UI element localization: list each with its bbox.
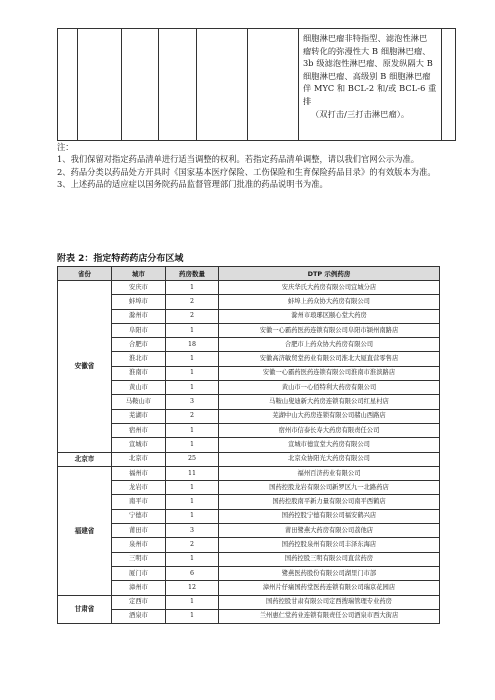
count-cell: 11 [166, 466, 219, 480]
city-cell: 宣城市 [112, 438, 166, 452]
city-cell: 宿州市 [112, 423, 166, 437]
pharmacy-cell: 鹭燕医药股份有限公司湖里门市部 [219, 566, 440, 580]
count-cell: 1 [166, 495, 219, 509]
count-cell: 3 [166, 524, 219, 538]
pharmacy-cell: 国药控股泉州有限公司丰泽东海店 [219, 538, 440, 552]
table-row [58, 395, 440, 409]
table-row [58, 466, 440, 480]
pharmacy-cell: 国药控股三明有限公司直营药房 [219, 552, 440, 566]
table-row [58, 509, 440, 523]
city-cell: 龙岩市 [112, 481, 166, 495]
table-row [58, 524, 440, 538]
count-cell: 1 [166, 381, 219, 395]
header-province: 省份 [58, 267, 112, 281]
count-cell: 3 [166, 395, 219, 409]
count-cell: 2 [166, 409, 219, 423]
city-cell: 芜湖市 [112, 409, 166, 423]
city-cell: 淮北市 [112, 352, 166, 366]
count-cell: 1 [166, 509, 219, 523]
table-row [58, 381, 440, 395]
table-row [58, 409, 440, 423]
table-row [58, 538, 440, 552]
pharmacy-cell: 国药控股龙岩有限公司新罗区九一北路药店 [219, 481, 440, 495]
count-cell: 1 [166, 552, 219, 566]
city-cell: 阜阳市 [112, 323, 166, 337]
pharmacy-cell: 莆田鹭燕大药房有限公司荔他店 [219, 524, 440, 538]
table-cell [159, 29, 197, 141]
indication-cell [299, 29, 442, 141]
indication-line: （双打击/三打击淋巴瘤）。 [311, 108, 410, 119]
count-cell: 2 [166, 295, 219, 309]
pharmacy-distribution-table [57, 266, 440, 624]
city-cell: 南平市 [112, 495, 166, 509]
indication-line: 瘤转化的弥漫性大 B 细胞淋巴瘤、 [303, 45, 431, 56]
indication-line: 细胞淋巴瘤非特指型、滤泡性淋巴 [303, 33, 428, 43]
table-row [58, 495, 440, 509]
table-cell [442, 29, 456, 141]
city-cell: 北京市 [112, 452, 166, 466]
city-cell: 泉州市 [112, 538, 166, 552]
city-cell: 福州市 [112, 466, 166, 480]
pharmacy-cell: 合肥市上药众协大药房有限公司 [219, 338, 440, 352]
province-cell: 甘肃省 [58, 595, 112, 624]
table-cell [248, 29, 299, 141]
province-cell: 北京市 [58, 452, 112, 466]
pharmacy-cell: 福州百济药业有限公司 [219, 466, 440, 480]
table-row [58, 438, 440, 452]
table-row [58, 338, 440, 352]
note-3: 3、上述药品的适应症以国务院药品监督管理部门批准的药品说明书为准。 [57, 179, 328, 190]
count-cell: 12 [166, 581, 219, 595]
table-row [58, 609, 440, 623]
table-row [58, 581, 440, 595]
table-row [58, 366, 440, 380]
table-row [58, 452, 440, 466]
table-cell [78, 29, 122, 141]
count-cell: 6 [166, 566, 219, 580]
city-cell: 淮南市 [112, 366, 166, 380]
city-cell: 定西市 [112, 595, 166, 609]
notes-section [57, 141, 447, 191]
pharmacy-cell: 国药控股甘肃有限公司定西搜瑞管理专业药房 [219, 595, 440, 609]
indication-text [299, 29, 441, 120]
table-row [58, 295, 440, 309]
header-pharmacy: DTP 示例药房 [219, 267, 440, 281]
table-row [58, 423, 440, 437]
count-cell: 25 [166, 452, 219, 466]
pharmacy-cell: 马鞍山叟迪新大药房连锁有限公司红星村店 [219, 395, 440, 409]
table-cell [58, 29, 78, 141]
pharmacy-cell: 安庆华氏大药房有限公司宜城分店 [219, 281, 440, 295]
indication-line: 伴 MYC 和 BCL-2 和/或 BCL-6 重排 [303, 83, 437, 106]
count-cell: 1 [166, 281, 219, 295]
table-row [58, 309, 440, 323]
table-row [58, 323, 440, 337]
pharmacy-cell: 国药控股南平新力量有限公司南平西鹤店 [219, 495, 440, 509]
pharmacy-cell: 北京众协阳光大药房有限公司 [219, 452, 440, 466]
table-row [58, 481, 440, 495]
table-row [58, 552, 440, 566]
pharmacy-cell: 安徽一心霸药医药连锁有限公司阜阳市颍州南路店 [219, 323, 440, 337]
pharmacy-cell: 漳州片仔癀国药堂医药连锁有限公司瑞京花园店 [219, 581, 440, 595]
count-cell: 2 [166, 538, 219, 552]
pharmacy-cell: 宣城市德宣堂大药房有限公司 [219, 438, 440, 452]
city-cell: 莆田市 [112, 524, 166, 538]
count-cell: 1 [166, 481, 219, 495]
pharmacy-cell: 安徽高济敏贸堂药业有限公司淮北大厦直营零售店 [219, 352, 440, 366]
count-cell: 1 [166, 609, 219, 623]
pharmacy-cell: 黄山市一心佰特利大药房有限公司 [219, 381, 440, 395]
count-cell: 1 [166, 366, 219, 380]
indication-line: 3b 级滤泡性淋巴瘤、原发纵隔大 B [303, 58, 433, 69]
table-header-row [58, 267, 440, 281]
note-2: 2、药品分类以药品处方开具时《国家基本医疗保险、工伤保险和生育保险药品目录》的有效版本为准。 [57, 166, 436, 177]
table-cell [122, 29, 159, 141]
city-cell: 合肥市 [112, 338, 166, 352]
city-cell: 马鞍山市 [112, 395, 166, 409]
count-cell: 1 [166, 595, 219, 609]
table-row [58, 352, 440, 366]
pharmacy-cell: 芜湖中山大药房连锁有限公司赭山西路店 [219, 409, 440, 423]
pharmacy-cell: 兰州惠仁堂药业连锁有限责任公司酒泉市西大街店 [219, 609, 440, 623]
indication-line: 细胞淋巴瘤、高级别 B 细胞淋巴瘤 [303, 70, 431, 81]
province-cell: 安徽省 [58, 281, 112, 453]
pharmacy-cell: 宿州市信泰长寿大药房有限责任公司 [219, 423, 440, 437]
city-cell: 蚌埠市 [112, 295, 166, 309]
table-row [58, 595, 440, 609]
city-cell: 安庆市 [112, 281, 166, 295]
city-cell: 厦门市 [112, 566, 166, 580]
note-1: 1、我们保留对指定药品清单进行适当调整的权利。若指定药品清单调整，请以我们官网公示为准。 [57, 154, 420, 165]
pharmacy-cell: 蚌埠上药众协大药房有限公司 [219, 295, 440, 309]
city-cell: 宁德市 [112, 509, 166, 523]
count-cell: 1 [166, 352, 219, 366]
city-cell: 漳州市 [112, 581, 166, 595]
notes-heading: 注： [57, 142, 74, 152]
pharmacy-cell: 国药控股宁德有限公司福安鹤兴店 [219, 509, 440, 523]
header-city: 城市 [112, 267, 166, 281]
city-cell: 黄山市 [112, 381, 166, 395]
header-count: 药房数量 [166, 267, 219, 281]
count-cell: 1 [166, 323, 219, 337]
table-cell [197, 29, 248, 141]
province-cell: 福建省 [58, 466, 112, 595]
pharmacy-cell: 安徽一心霸药医药连锁有限公司淮南市淮滨路店 [219, 366, 440, 380]
city-cell: 滁州市 [112, 309, 166, 323]
section-title: 附表 2：指定特药药店分布区域 [57, 254, 184, 264]
table-row [58, 281, 440, 295]
count-cell: 2 [166, 309, 219, 323]
continued-drug-table [57, 28, 456, 141]
table-row [58, 566, 440, 580]
count-cell: 1 [166, 423, 219, 437]
count-cell: 1 [166, 438, 219, 452]
city-cell: 三明市 [112, 552, 166, 566]
count-cell: 18 [166, 338, 219, 352]
city-cell: 酒泉市 [112, 609, 166, 623]
pharmacy-cell: 滁州市琅琊区颐心堂大药房 [219, 309, 440, 323]
